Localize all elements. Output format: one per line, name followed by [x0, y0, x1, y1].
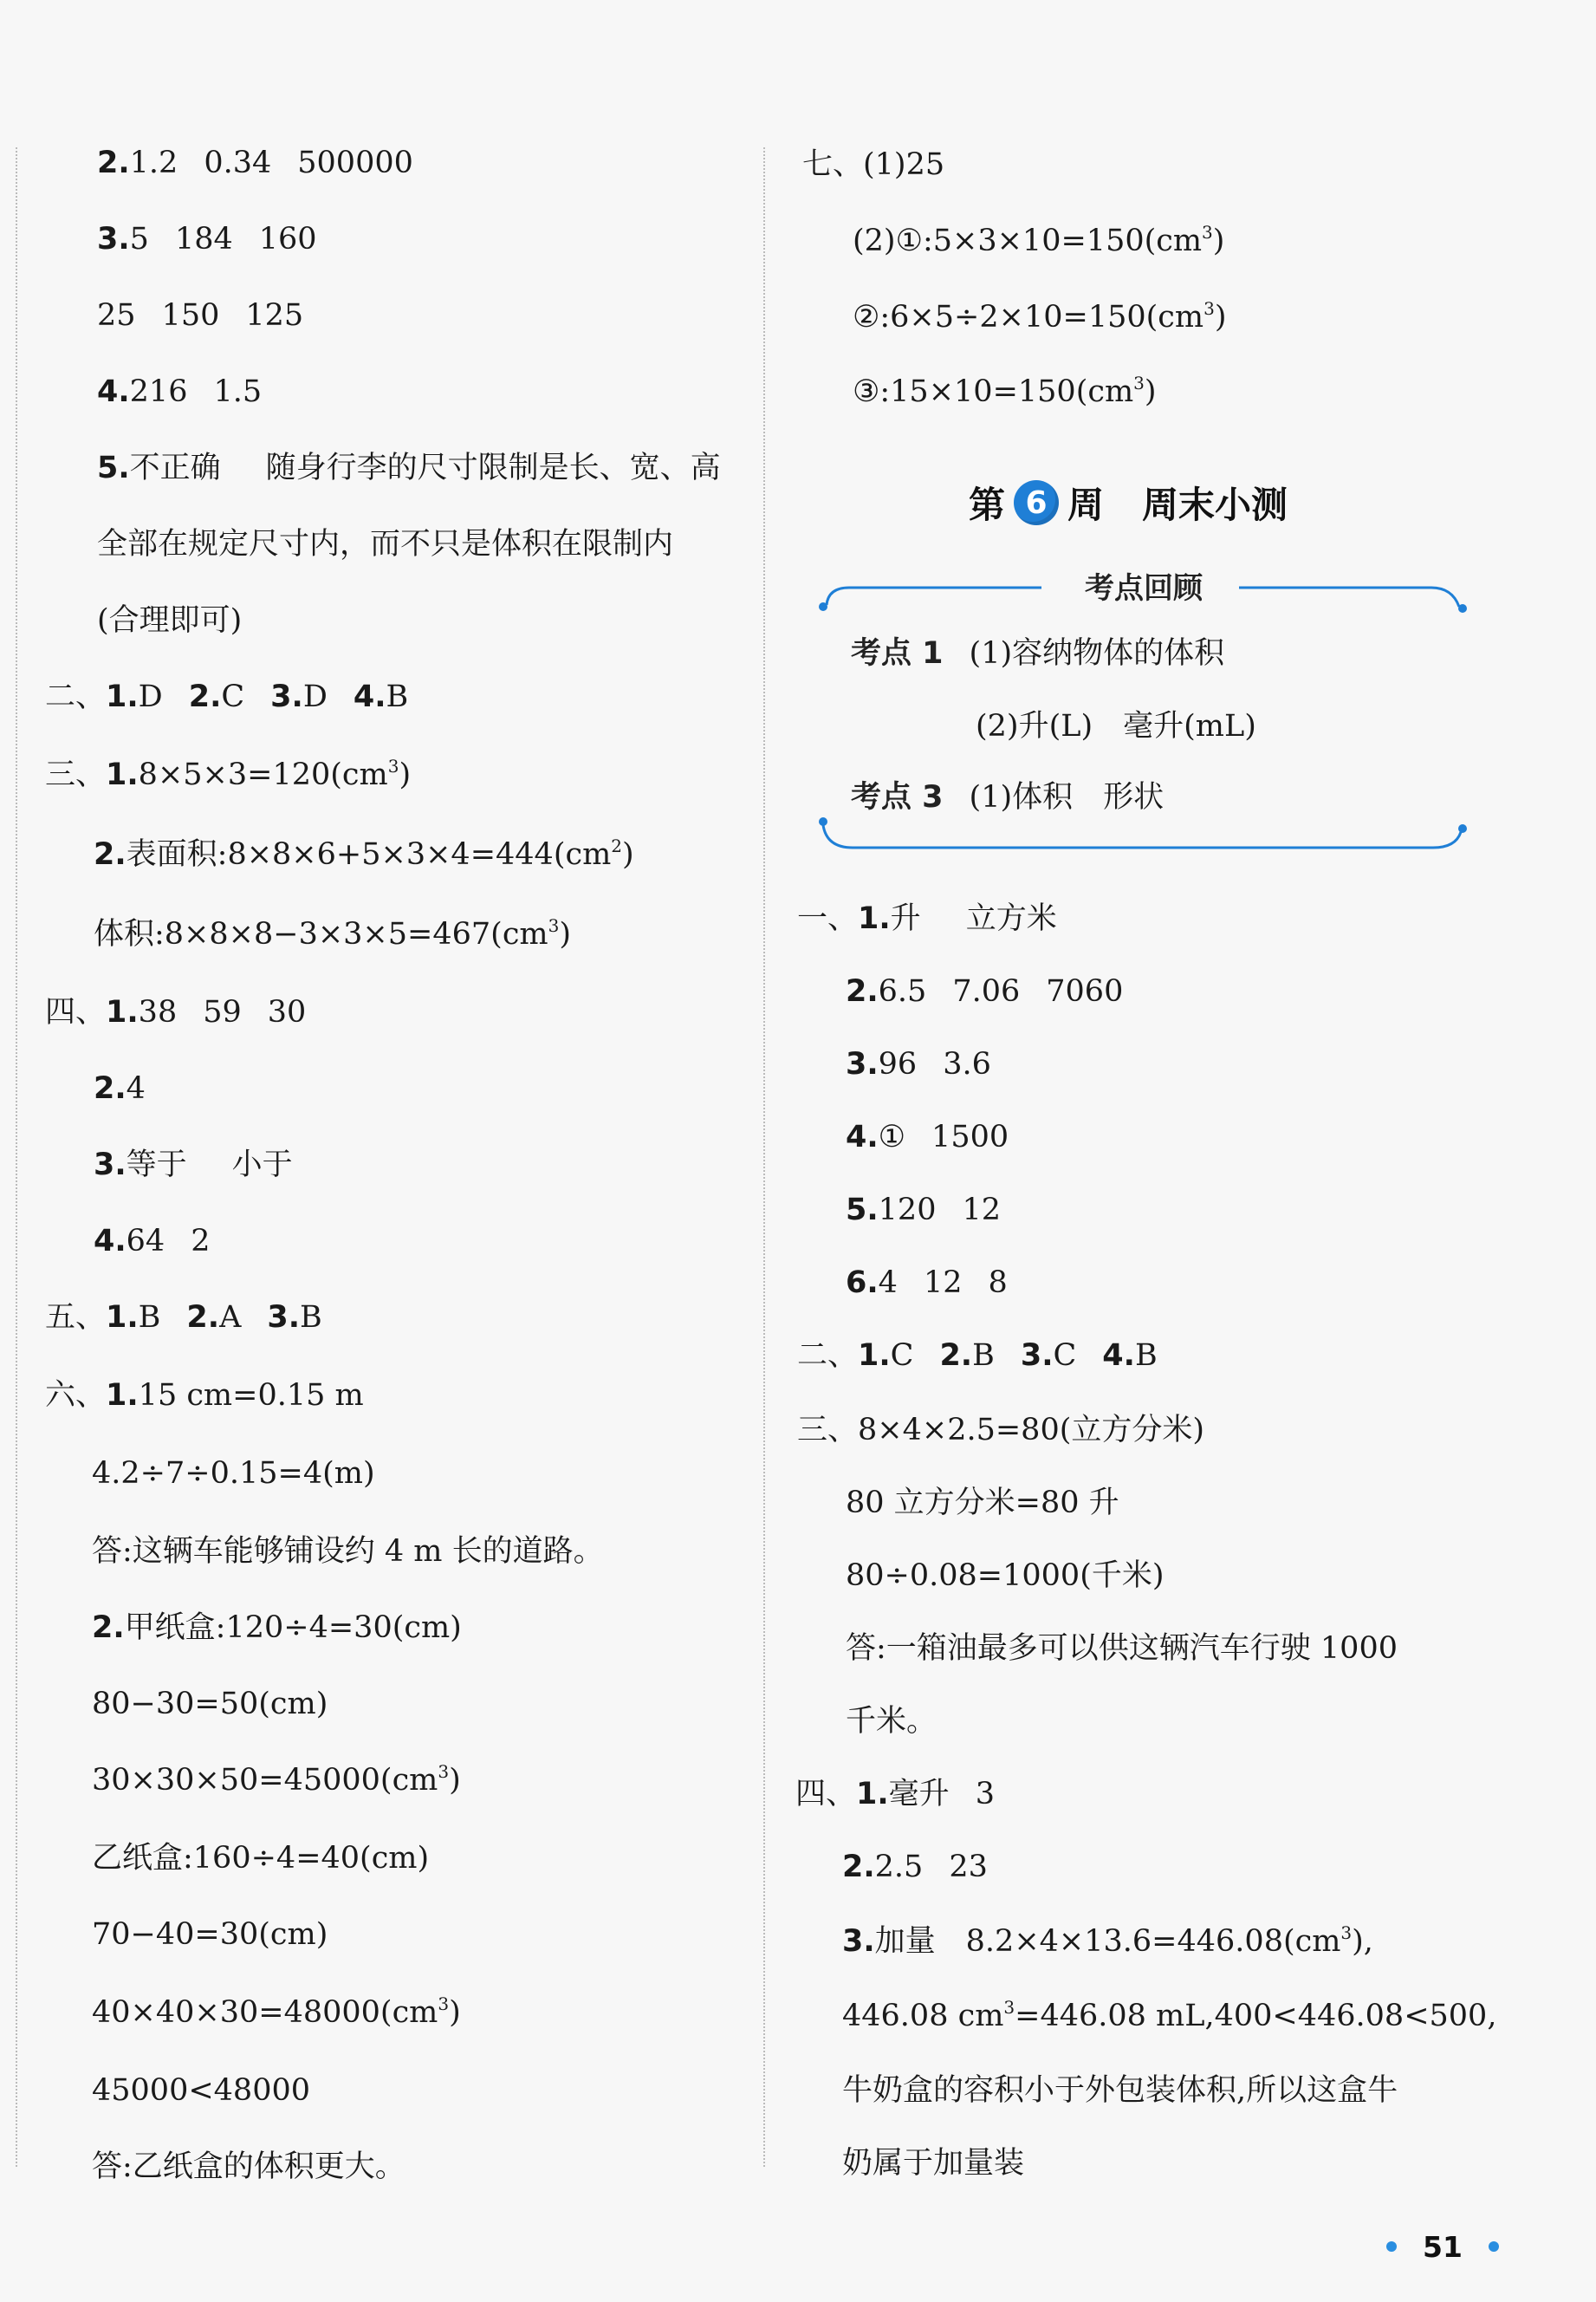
section-line: 二、1.D 2.C 3.D 4.B	[45, 680, 409, 714]
answer-line: 体积$:8\times 8\times 8-3\times 3\times 5=467(cm^3)$	[94, 915, 571, 952]
answer-line: 答:这辆车能够铺设约 4 m 长的道路。	[92, 1534, 604, 1569]
review-item-1b: (2)升(L) 毫升(mL)	[976, 709, 1256, 744]
answer-line: 5.120 12	[846, 1193, 1002, 1227]
page-number	[1386, 2226, 1499, 2267]
section-line: 四、1.毫升 3	[795, 1777, 995, 1811]
answer-line: 3.等于 小于	[94, 1148, 293, 1182]
answer-line: 乙纸盒:160÷4=40(cm)	[92, 1841, 430, 1876]
page-number-text: 51	[1423, 2229, 1463, 2264]
answer-line: $40\times 40\times 30=48000(cm^3)$	[92, 1993, 461, 2030]
answer-line: 45000<48000	[92, 2073, 311, 2108]
dot-icon	[1386, 2241, 1397, 2252]
answer-line: 2.1.2 0.34 500000	[97, 146, 413, 180]
review-item-1: 考点 1 (1)容纳物体的体积	[851, 636, 1225, 671]
answer-line: 5.不正确 随身行李的尺寸限制是长、宽、高	[97, 451, 721, 485]
section-line: 三、$1.8\times 5\times 3=120(cm^3)$	[45, 756, 412, 792]
answer-line: $(2)①:5\times 3\times 10=150(cm^3)$	[853, 222, 1225, 258]
answer-line: 千米。	[846, 1704, 937, 1739]
answer-line: 2.甲纸盒:120÷4=30(cm)	[92, 1610, 462, 1645]
answer-line: 2.2.5 23	[842, 1850, 988, 1884]
answer-line: 答:一箱油最多可以供这辆汽车行驶 1000	[846, 1631, 1398, 1666]
answer-line: 奶属于加量装	[842, 2146, 1025, 2181]
answer-line: 3.96 3.6	[846, 1047, 991, 1082]
section-line: 四、1.38 59 30	[45, 995, 307, 1030]
answer-line: 答:乙纸盒的体积更大。	[92, 2149, 405, 2184]
answer-line: 25 150 125	[97, 298, 304, 333]
review-item-3: 考点 3 (1)体积 形状	[851, 780, 1165, 815]
left-margin-dotted-line	[16, 147, 17, 2167]
review-box-title: 考点回顾	[1085, 571, 1203, 606]
answer-line: 2.表面积$:8\times 8\times 6+5\times 3\times 4=444(cm^2)$	[94, 836, 634, 872]
center-dotted-divider	[763, 147, 765, 2167]
answer-line: 2.6.5 7.06 7060	[846, 974, 1124, 1009]
section-line: 三、8×4×2.5=80(立方分米)	[797, 1413, 1205, 1447]
dot-icon	[1489, 2241, 1499, 2252]
answer-line: $30\times 30\times 50=45000(cm^3)$	[92, 1761, 461, 1798]
section-line: 一、1.升 立方米	[797, 901, 1057, 936]
answer-line: $③:15\times 10=150(cm^3)$	[853, 373, 1157, 409]
answer-line: 牛奶盒的容积小于外包装体积,所以这盒牛	[842, 2073, 1398, 2108]
answer-line: 70−40=30(cm)	[92, 1917, 328, 1952]
week-heading: 第 6 周 周末小测	[969, 475, 1288, 530]
answer-line: (合理即可)	[97, 603, 243, 638]
section-line: 二、1.C 2.B 3.C 4.B	[797, 1338, 1158, 1373]
answer-line: 446.08 $cm^3=446.08$ mL,400<446.08<500,	[842, 1997, 1497, 2033]
answer-line: $②:6\times 5\div 2\times 10=150(cm^3)$	[853, 298, 1227, 335]
answer-line: 4.64 2	[94, 1224, 211, 1258]
week-number-badge: 6	[1014, 480, 1059, 525]
answer-line: 4.2÷7÷0.15=4(m)	[92, 1456, 375, 1491]
answer-line: 4.① 1500	[846, 1120, 1009, 1154]
answer-line: 全部在规定尺寸内，而不只是体积在限制内	[97, 527, 674, 562]
answer-line: 6.4 12 8	[846, 1265, 1008, 1300]
section-line: 五、1.B 2.A 3.B	[45, 1300, 322, 1335]
answer-line: 3.5 184 160	[97, 222, 317, 257]
section-line: 七、(1)25	[802, 147, 945, 182]
section-line: 六、1.15 cm=0.15 m	[45, 1378, 364, 1413]
answer-line: 3.加量 $8.2\times 4\times 13.6=446.08(cm^3)$,	[842, 1922, 1373, 1959]
answer-line: 80 立方分米=80 升	[846, 1486, 1119, 1520]
answer-line: 2.4	[94, 1071, 146, 1106]
answer-line: 4.216 1.5	[97, 374, 263, 409]
week-title-text: 周末小测	[1142, 484, 1288, 526]
answer-line: 80÷0.08=1000(千米)	[846, 1558, 1165, 1593]
answer-line: 80−30=50(cm)	[92, 1687, 328, 1721]
